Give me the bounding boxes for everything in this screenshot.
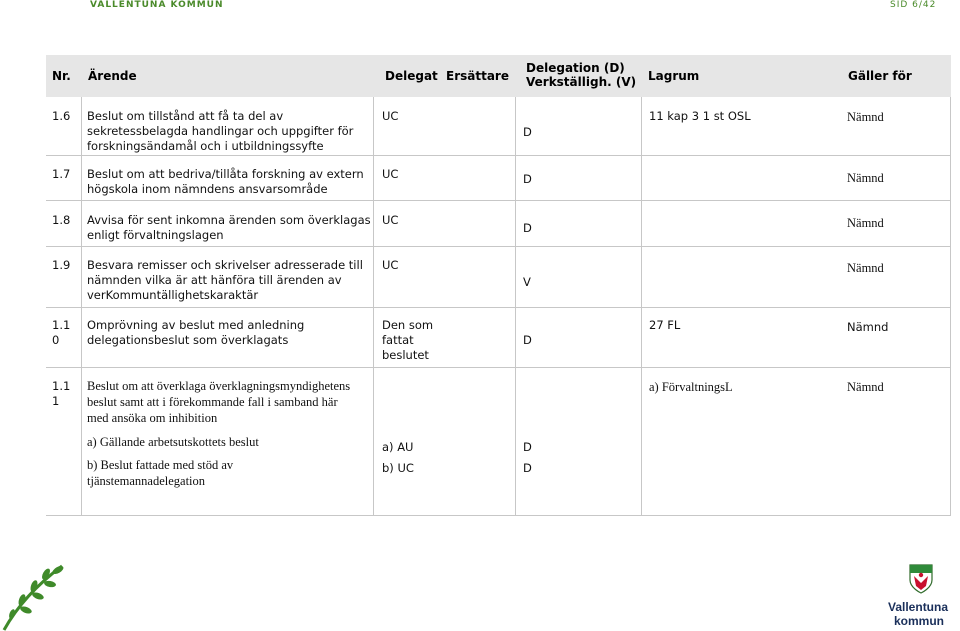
row-nr: 1.7 bbox=[52, 167, 71, 181]
grid-line bbox=[46, 200, 951, 201]
grid-line bbox=[46, 246, 951, 247]
header-arende: Ärende bbox=[88, 69, 137, 83]
row-galler-for: Nämnd bbox=[847, 261, 884, 275]
grid-line bbox=[46, 155, 951, 156]
grid-line bbox=[46, 307, 951, 308]
row-delegat: UC bbox=[382, 258, 399, 272]
header-lagrum: Lagrum bbox=[648, 69, 700, 83]
grid-line bbox=[46, 367, 951, 368]
logo-name-line1: Vallentuna bbox=[888, 600, 949, 614]
grid-line bbox=[950, 97, 951, 515]
row-arende: Omprövning av beslut med anledning delegationsbeslut som överklagats bbox=[87, 318, 305, 347]
row-nr: 1.6 bbox=[52, 109, 71, 123]
page-number: SID 6/42 bbox=[890, 0, 937, 10]
row-galler-for: Nämnd bbox=[847, 171, 884, 185]
row-delegat-a: a) AU bbox=[382, 440, 414, 454]
row-galler-for: Nämnd bbox=[847, 380, 884, 394]
row-delegat: UC bbox=[382, 109, 399, 123]
grid-line bbox=[373, 97, 374, 515]
municipality-logo bbox=[880, 560, 960, 631]
row-lagrum: a) FörvaltningsL bbox=[649, 380, 733, 394]
header-nr: Nr. bbox=[52, 69, 71, 83]
grid-line bbox=[641, 97, 642, 515]
page-top-bar bbox=[0, 0, 960, 12]
row-nr: 1.1 0 bbox=[52, 318, 71, 347]
decorative-branch-icon bbox=[0, 560, 70, 631]
row-delegat: UC bbox=[382, 213, 399, 227]
header-delegation: Delegation (D) bbox=[526, 61, 625, 75]
row-delegat-b: b) UC bbox=[382, 461, 414, 475]
row-galler-for: Nämnd bbox=[847, 110, 884, 124]
row-lagrum: 27 FL bbox=[649, 318, 681, 332]
grid-line bbox=[515, 97, 516, 515]
row-lagrum: 11 kap 3 1 st OSL bbox=[649, 109, 751, 123]
row-arende: Beslut om att överklaga överklagningsmyndighetens beslut samt att i förekommande fall i samband här med ansöka om inhibition bbox=[87, 379, 351, 425]
row-delegat: Den som fattat beslutet bbox=[382, 318, 434, 362]
row-arende: Besvara remisser och skrivelser adresserade till nämnden vilka är att hänföra till ärenden av verKommuntällighetskaraktär bbox=[87, 258, 363, 302]
row-galler-for: Nämnd bbox=[847, 216, 884, 230]
row-delegation: D bbox=[523, 333, 532, 347]
row-arende: Beslut om att bedriva/tillåta forskning av extern högskola inom nämndens ansvarsområde bbox=[87, 167, 364, 196]
row-delegation: D bbox=[523, 221, 532, 235]
grid-line bbox=[81, 97, 82, 515]
header-delegat: Delegat bbox=[385, 69, 438, 83]
table-header bbox=[46, 55, 951, 97]
header-galler-for: Gäller för bbox=[848, 69, 912, 83]
row-nr: 1.1 1 bbox=[52, 379, 71, 408]
row-galler-for: Nämnd bbox=[847, 320, 889, 334]
row-nr: 1.8 bbox=[52, 213, 71, 227]
logo-name-line2: kommun bbox=[894, 614, 945, 628]
row-delegation-a: D bbox=[523, 440, 532, 454]
row-delegat: UC bbox=[382, 167, 399, 181]
header-verkstallighet: Verkställigh. (V) bbox=[526, 75, 637, 89]
header-ersattare: Ersättare bbox=[446, 69, 509, 83]
row-arende: Beslut om tillstånd att få ta del av sekretessbelagda handlingar och uppgifter för forskningsändamål och i utbildningssyfte bbox=[87, 109, 354, 153]
row-delegation: D bbox=[523, 172, 532, 186]
row-arende: Avvisa för sent inkomna ärenden som överklagas enligt förvaltningslagen bbox=[87, 213, 371, 242]
row-arende-sub-b: b) Beslut fattade med stöd av tjänstemannadelegation bbox=[87, 458, 234, 488]
row-arende-sub-a: a) Gällande arbetsutskottets beslut bbox=[87, 435, 259, 449]
organization-name: VALLENTUNA KOMMUN bbox=[90, 0, 224, 10]
row-delegation: V bbox=[523, 275, 531, 289]
grid-line bbox=[46, 515, 951, 516]
row-nr: 1.9 bbox=[52, 258, 71, 272]
row-delegation-b: D bbox=[523, 461, 532, 475]
row-delegation: D bbox=[523, 125, 532, 139]
coat-of-arms-icon bbox=[909, 564, 933, 594]
